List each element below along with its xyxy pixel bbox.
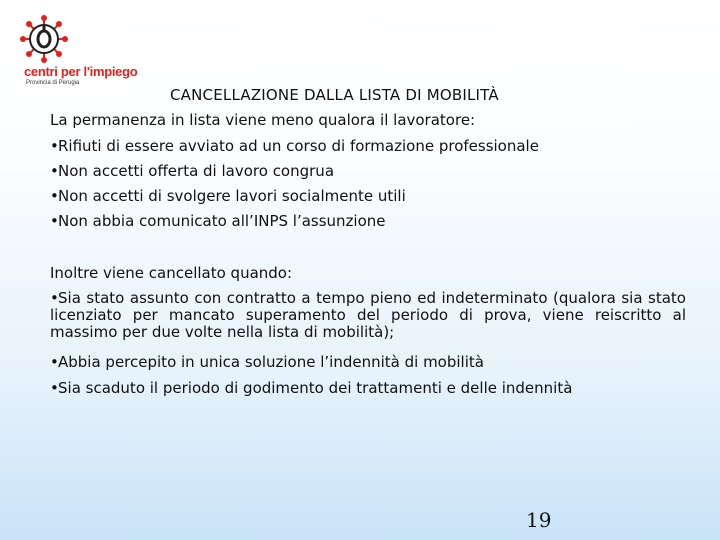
list1-item [50,137,539,155]
bullet: • [50,353,59,371]
bullet: • [50,137,59,155]
list2-item-text: Sia scaduto il periodo di godimento dei trattamenti e delle indennità [58,379,573,397]
logo-name: centri per l'impiego [24,64,138,79]
list2-item [50,353,484,371]
list1-item [50,162,334,180]
bullet: • [50,162,59,180]
list1-item [50,187,406,205]
bullet: • [50,289,59,307]
list1-item-text: Non abbia comunicato all’INPS l’assunzione [58,212,386,230]
list1-item-text: Non accetti offerta di lavoro congrua [58,162,335,180]
list1-item-text: Rifiuti di essere avviato ad un corso di formazione professionale [58,137,539,155]
list1-item [50,212,386,230]
list2-item [50,379,572,397]
list1-item-text: Non accetti di svolgere lavori socialmente utili [58,187,406,205]
logo-subtitle: Provincia di Perugia [26,80,80,86]
bullet: • [50,187,59,205]
logo-emblem-icon [18,14,78,66]
bullet: • [50,379,59,397]
intro-text: La permanenza in lista viene meno qualora il lavoratore: [50,111,476,129]
intro2-text: Inoltre viene cancellato quando: [50,264,293,282]
slide-title: CANCELLAZIONE DALLA LISTA DI MOBILITÀ [170,86,499,104]
list2-item-text: Sia stato assunto con contratto a tempo pieno ed indeterminato (qualora sia stato licenziato per mancato superamento del periodo di prova, viene reiscritto al massimo per due volte nella lista di mobilità); [50,289,686,341]
list2-item [50,290,686,341]
page-number: 19 [526,508,552,532]
centri-per-impiego-logo [18,14,138,90]
list2-item-text: Abbia percepito in unica soluzione l’indennità di mobilità [58,353,484,371]
bullet: • [50,212,59,230]
